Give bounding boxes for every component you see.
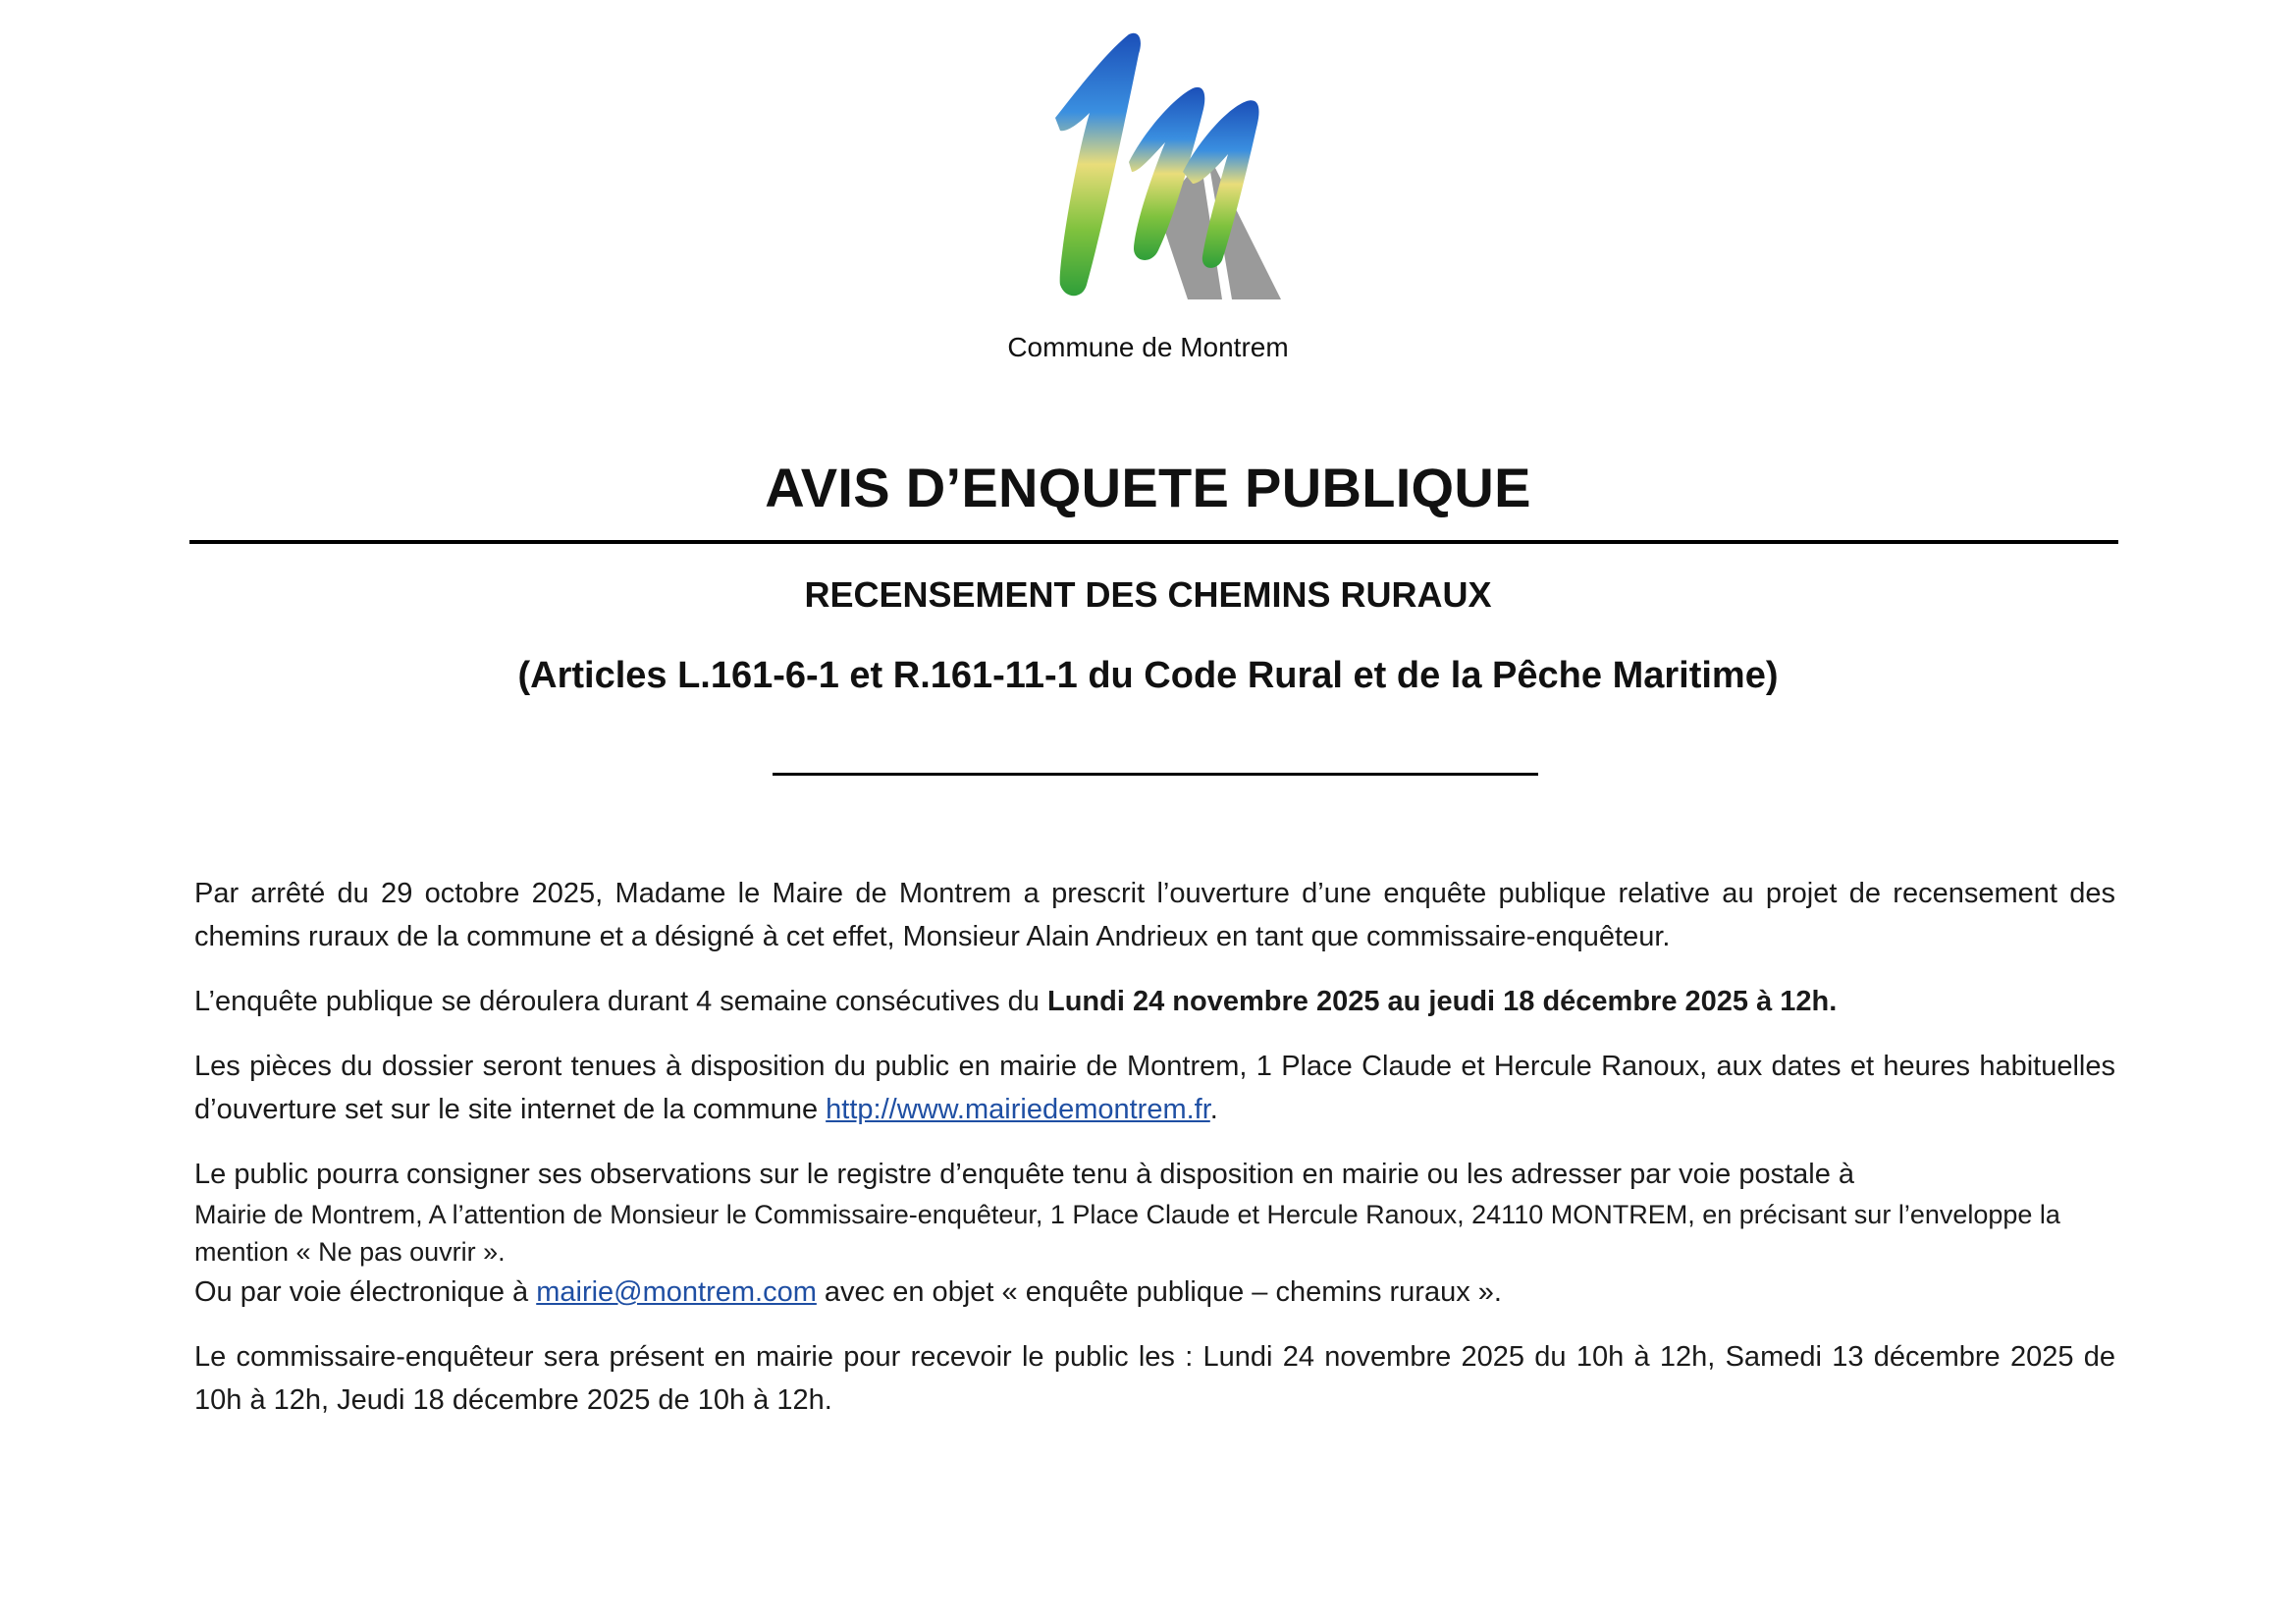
legal-articles: (Articles L.161-6-1 et R.161-11-1 du Code Rural et de la Pêche Maritime) xyxy=(517,655,1779,696)
section-divider xyxy=(773,773,1538,776)
postal-address: Mairie de Montrem, A l’attention de Monsieur le Commissaire-enquêteur, 1 Place Claude et Hercule Ranoux, 24110 MONTREM, en précisant sur l’enveloppe la mention « Ne pas ouvrir ». xyxy=(194,1200,2060,1267)
documents-end: . xyxy=(1209,1094,1218,1125)
paragraph-duration xyxy=(194,980,2115,1023)
paragraph-observations xyxy=(194,1153,2115,1314)
paragraph-permanences: Le commissaire-enquêteur sera présent en mairie pour recevoir le public les : Lundi 24 novembre 2025 du 10h à 12h, Samedi 13 décembre 2025 de 10h à 12h, Jeudi 18 décembre 2025 de 10h à 12h. xyxy=(194,1341,2115,1416)
documents-text: Les pièces du dossier seront tenues à disposition du public en mairie de Montrem, 1 Place Claude et Hercule Ranoux, aux dates et heures habituelles d’ouverture set sur le site internet de la commune xyxy=(194,1051,2115,1125)
commune-label: Commune de Montrem xyxy=(1007,332,1289,362)
notice-title: AVIS D’ENQUETE PUBLIQUE xyxy=(765,457,1531,518)
electronic-contact xyxy=(194,1271,2115,1314)
website-link[interactable]: http://www.mairiedemontrem.fr xyxy=(826,1094,1210,1125)
paragraph-decree: Par arrêté du 29 octobre 2025, Madame le Maire de Montrem a prescrit l’ouverture d’une enquête publique relative au projet de recensement des chemins ruraux de la commune et a désigné à cet effet, Monsieur Alain Andrieux en tant que commissaire-enquêteur. xyxy=(194,878,2115,952)
montrem-m-logo-icon xyxy=(1036,25,1310,309)
email-link[interactable]: mairie@montrem.com xyxy=(536,1276,817,1308)
duration-text: L’enquête publique se déroulera durant 4 semaine consécutives du xyxy=(194,986,1047,1017)
email-subject: avec en objet « enquête publique – chemins ruraux ». xyxy=(816,1276,1502,1308)
notice-subtitle: RECENSEMENT DES CHEMINS RURAUX xyxy=(804,574,1492,615)
email-text: Ou par voie électronique à xyxy=(194,1276,537,1308)
notice-body xyxy=(194,872,2115,1443)
duration-dates: Lundi 24 novembre 2025 au jeudi 18 décembre 2025 à 12h. xyxy=(1047,986,1838,1017)
observations-intro: Le public pourra consigner ses observations sur le registre d’enquête tenu à disposition en mairie ou les adresser par voie postale à xyxy=(194,1159,1855,1190)
paragraph-documents xyxy=(194,1045,2115,1131)
title-divider xyxy=(189,540,2118,544)
